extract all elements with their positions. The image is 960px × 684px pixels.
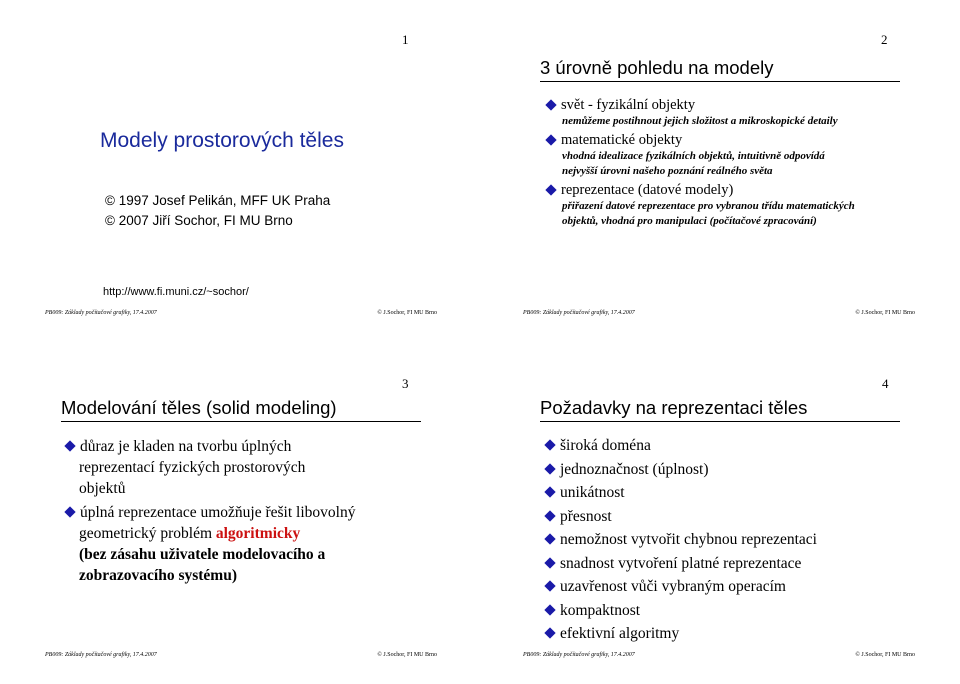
footer-course: PB009: Základy počítačové grafiky, 17.4.2007 [523,310,635,316]
page-number: 2 [881,32,888,47]
diamond-bullet-icon [545,134,556,145]
list-item [546,505,906,529]
slide-4 [480,342,960,684]
credit-line: © 2007 Jiří Sochor, FI MU Brno [105,213,293,228]
credit-line: © 1997 Josef Pelikán, MFF UK Praha [105,193,331,208]
slide-footer [45,310,437,316]
diamond-bullet-icon [544,534,555,545]
list-item [66,502,411,586]
item-line: (bez zásahu uživatele modelovacího a [79,546,326,563]
highlight-word: algoritmicky [215,525,301,542]
item-text: uzavřenost vůči vybraným operacím [560,578,786,595]
list-item [546,481,906,505]
page-number: 1 [402,32,409,47]
author-url: http://www.fi.muni.cz/~sochor/ [103,286,249,298]
list-item [546,575,906,599]
slide-1 [0,0,480,342]
diamond-bullet-icon [544,628,555,639]
list-item [546,552,906,576]
slide-3 [0,342,480,684]
item-line: geometrický problém [79,525,216,542]
diamond-bullet-icon [544,557,555,568]
slide-title: Modely prostorových těles [100,129,344,152]
item-line: reprezentací fyzických prostorových [79,459,306,476]
footer-course: PB009: Základy počítačové grafiky, 17.4.2007 [45,652,157,658]
item-line: úplná reprezentace umožňuje řešit libovolný [80,504,356,521]
item-head: svět - fyzikální objekty [561,97,696,113]
footer-author: © J.Sochor, FI MU Brno [377,652,437,658]
footer-course: PB009: Základy počítačové grafiky, 17.4.2007 [523,652,635,658]
footer-author: © J.Sochor, FI MU Brno [855,652,915,658]
item-description: přiřazení datové reprezentace pro vybranou třídu matematických objektů, vhodná pro manipulaci (počítačové zpracování) [562,200,855,227]
footer-author: © J.Sochor, FI MU Brno [377,310,437,316]
page-number: 4 [882,376,889,391]
diamond-bullet-icon [544,510,555,521]
diamond-bullet-icon [544,604,555,615]
item-text: přesnost [560,507,612,525]
page-number: 3 [402,376,409,391]
bullet-list [66,436,411,589]
slide-2 [480,0,960,342]
item-description: nemůžeme postihnout jejich složitost a mikroskopické detaily [562,115,838,127]
slide-footer [523,310,915,316]
item-text: jednoznačnost (úplnost) [560,460,709,478]
item-line: důraz je kladen na tvorbu úplných [80,438,292,455]
item-text: unikátnost [560,484,625,501]
diamond-bullet-icon [544,581,555,592]
diamond-bullet-icon [64,507,75,518]
footer-course: PB009: Základy počítačové grafiky, 17.4.2007 [45,310,157,316]
item-text: kompaktnost [560,601,641,619]
list-item [546,434,906,458]
diamond-bullet-icon [544,463,555,474]
item-text: široká doména [560,437,651,454]
item-description: vhodná idealizace fyzikálních objektů, intuitivně odpovídá nejvyšší úrovni našeho poznání reálného světa [562,150,825,177]
bullet-list [546,434,906,646]
slide-heading: Požadavky na reprezentaci těles [540,397,900,422]
slide-heading: 3 úrovně pohledu na modely [540,57,900,82]
list-item [546,622,906,646]
item-line: objektů [79,480,126,497]
list-item [547,181,907,229]
slide-heading: Modelování těles (solid modeling) [61,397,421,422]
diamond-bullet-icon [545,99,556,110]
diamond-bullet-icon [545,184,556,195]
item-head: reprezentace (datové modely) [561,182,734,198]
diamond-bullet-icon [544,487,555,498]
diamond-bullet-icon [64,441,75,452]
list-item [546,528,906,552]
slide-footer [45,652,437,658]
list-item [547,131,907,179]
list-item [546,458,906,482]
list-item [546,599,906,623]
item-text: efektivní algoritmy [560,625,680,642]
item-head: matematické objekty [561,132,683,148]
item-text: snadnost vytvoření platné reprezentace [560,554,802,572]
bullet-list [547,96,907,231]
footer-author: © J.Sochor, FI MU Brno [855,310,915,316]
diamond-bullet-icon [544,440,555,451]
item-line: zobrazovacího systému) [79,567,237,584]
slide-footer [523,652,915,658]
item-text: nemožnost vytvořit chybnou reprezentaci [560,531,817,548]
list-item [66,436,411,499]
list-item [547,96,907,129]
